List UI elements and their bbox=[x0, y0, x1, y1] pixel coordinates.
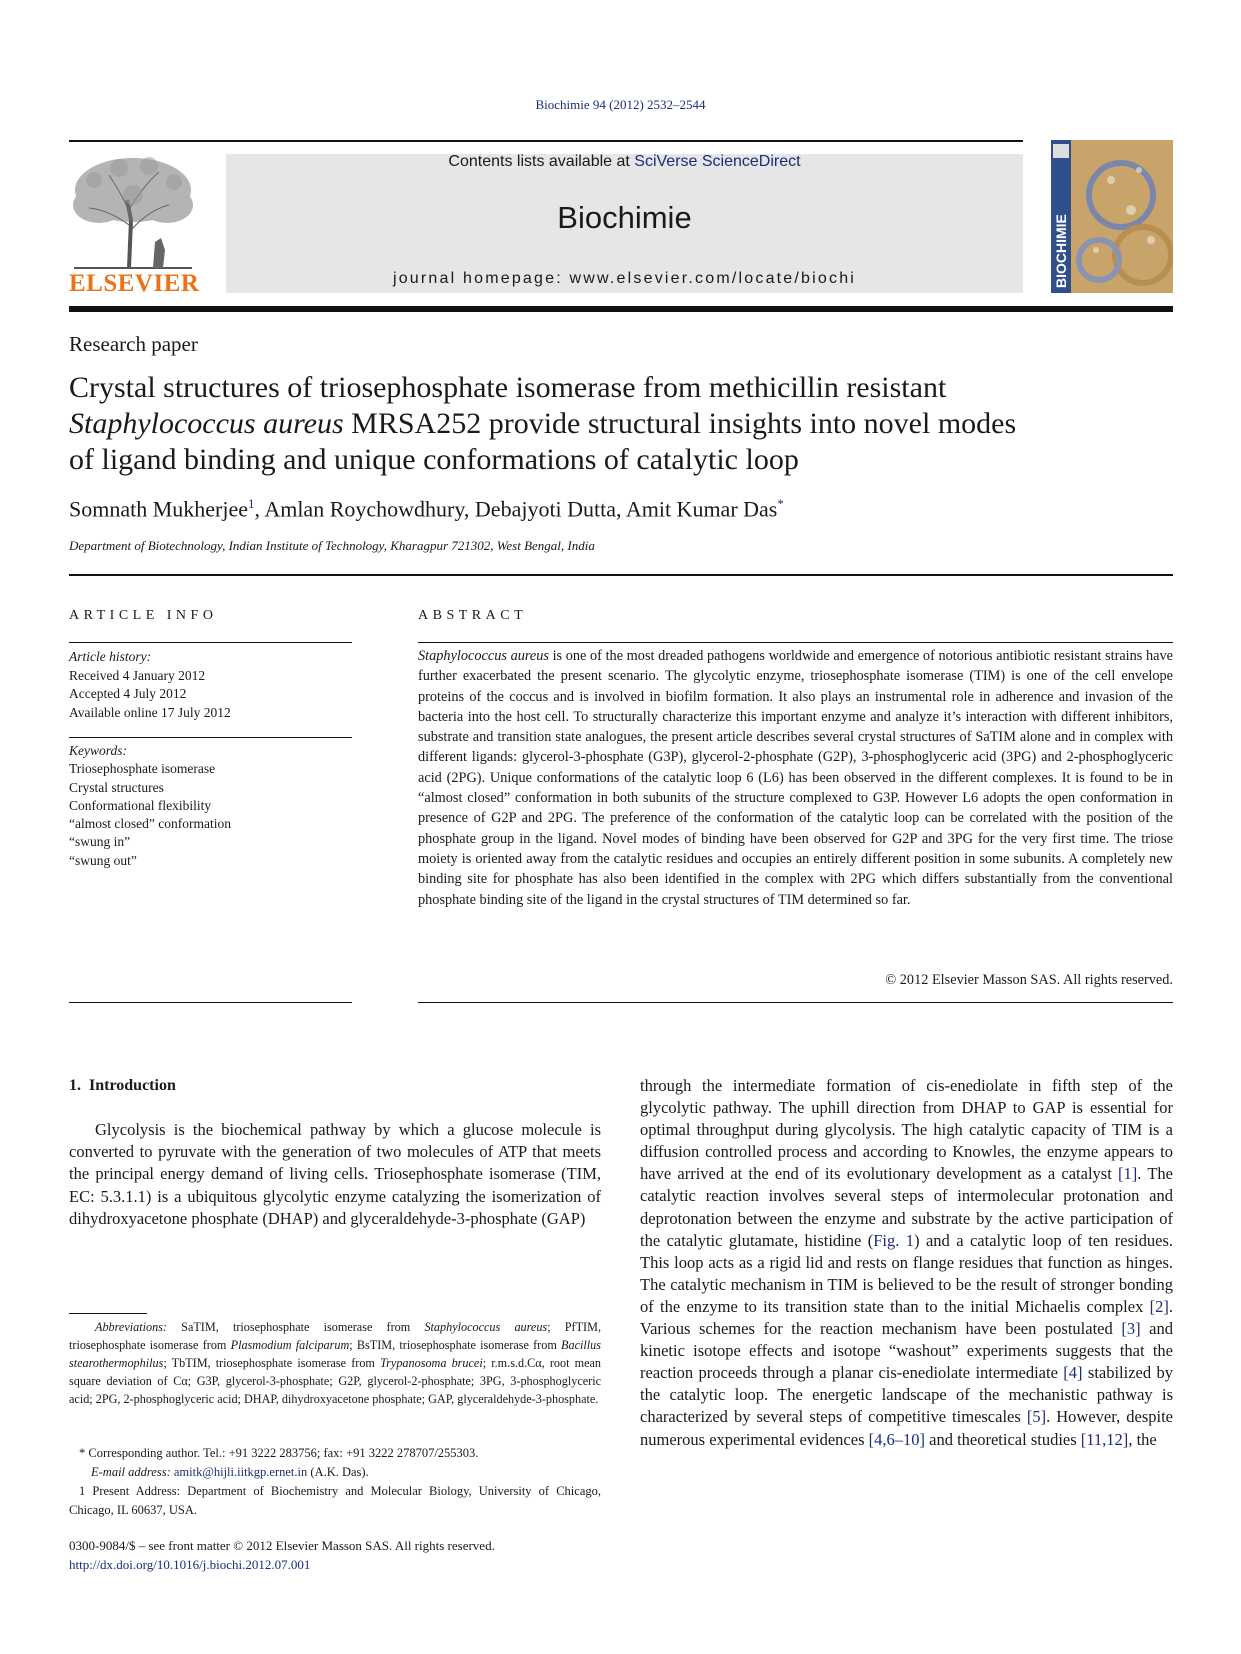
keyword: Conformational flexibility bbox=[69, 797, 212, 813]
front-matter-text: 0300-9084/$ – see front matter © 2012 Elsevier Masson SAS. All rights reserved. bbox=[69, 1538, 495, 1553]
tree-icon bbox=[69, 150, 197, 270]
abstract-heading: ABSTRACT bbox=[418, 608, 528, 623]
citation-link[interactable]: [1] bbox=[1118, 1164, 1138, 1184]
journal-cover-thumbnail bbox=[1051, 140, 1173, 293]
author-list bbox=[69, 496, 784, 522]
divider bbox=[69, 642, 352, 643]
contents-prefix: Contents lists available at bbox=[448, 153, 635, 170]
corresponding-author-marker[interactable]: * bbox=[777, 496, 784, 511]
author-names-rest: , Amlan Roychowdhury, Debajyoti Dutta, Amit Kumar Das bbox=[254, 496, 778, 522]
article-info-heading: ARTICLE INFO bbox=[69, 608, 218, 623]
citation-link[interactable]: [4,6–10] bbox=[868, 1429, 925, 1449]
header-top-rule bbox=[69, 140, 1023, 142]
citation-link[interactable]: [3] bbox=[1121, 1319, 1141, 1339]
divider bbox=[69, 1002, 352, 1003]
title-line-1: Crystal structures of triosephosphate isomerase from methicillin resistant bbox=[69, 371, 947, 404]
keywords-label: Keywords: bbox=[69, 743, 127, 758]
citation-link[interactable]: [11,12] bbox=[1080, 1429, 1129, 1449]
title-line-2: Staphylococcus aureus MRSA252 provide structural insights into novel modes bbox=[69, 407, 1017, 440]
sciencedirect-link[interactable]: SciVerse ScienceDirect bbox=[634, 153, 801, 170]
article-history bbox=[69, 648, 352, 722]
history-label: Article history: bbox=[69, 649, 152, 664]
keywords bbox=[69, 742, 352, 870]
cover-title: BIOCHIMIE bbox=[1053, 214, 1069, 288]
citation-link[interactable]: [2] bbox=[1149, 1296, 1169, 1316]
intro-paragraph-left: Glycolysis is the biochemical pathway by which a glucose molecule is converted to pyruvate with the generation of two molecules of ATP that meets the principal energy demand of living cells. Triosephosphate isomerase (TIM, EC: 5.3.1.1) is a ubiquitous glycolytic enzyme catalyzing the isomerization of dihydroxyacetone phosphate (DHAP) and glyceraldehyde-3-phosphate (GAP) bbox=[69, 1120, 601, 1228]
elsevier-wordmark: ELSEVIER bbox=[69, 270, 200, 297]
corresponding-author-footnote: * Corresponding author. Tel.: +91 3222 283756; fax: +91 3222 278707/255303. E-mail address: amitk@hijli.iitkgp.ernet.in (A.K. Das). bbox=[79, 1446, 479, 1479]
keyword: “almost closed” conformation bbox=[69, 816, 231, 832]
footnote-marker[interactable]: 1 bbox=[248, 496, 255, 511]
accepted-date: Accepted 4 July 2012 bbox=[69, 686, 187, 701]
citation-link[interactable]: [5] bbox=[1026, 1407, 1047, 1427]
doi-link[interactable]: http://dx.doi.org/10.1016/j.biochi.2012.07.001 bbox=[69, 1556, 311, 1572]
figure-link[interactable]: Fig. 1 bbox=[873, 1230, 915, 1250]
article-type: Research paper bbox=[69, 332, 198, 356]
article-title bbox=[69, 370, 1173, 478]
intro-paragraph-right: through the intermediate formation of cis-enediolate in fifth step of the glycolytic pathway. The uphill direction from DHAP to GAP is essential for optimal throughput during glycolysis. The high catalytic capacity of TIM is a diffusion controlled process and according to Knowles, the enzyme appears to have arrived at the end of its evolutionary development as a catalyst [1]. The catalytic reaction involves several steps of intermolecular protonation and deprotonation between the enzyme and substrate by the active participation of the catalytic glutamate, histidine (Fig. 1) and a catalytic loop of ten residues. This loop acts as a rigid lid and rests on flange residues that function as hinges. The catalytic mechanism in TIM is believed to be the result of stronger bonding of the enzyme to its transition state than to the initial Michaelis complex [2]. Various schemes for the reaction mechanism have been postulated [3] and kinetic isotope effects and isotope “washout” experiments suggests that the reaction proceeds through a planar cis-enediolate intermediate [4] stabilized by the catalytic loop. The energetic landscape of the mechanistic pathway is characterized by several steps of competitive timescales [5]. However, despite numerous experimental evidences [4,6–10] and theoretical studies [11,12], the bbox=[640, 1076, 1173, 1449]
author-name: Somnath Mukherjee bbox=[69, 496, 249, 522]
abstract-copyright: © 2012 Elsevier Masson SAS. All rights reserved. bbox=[885, 972, 1173, 988]
online-date: Available online 17 July 2012 bbox=[69, 704, 231, 720]
journal-homepage[interactable]: journal homepage: www.elsevier.com/locate/biochi bbox=[392, 270, 857, 287]
title-line-3: of ligand binding and unique conformations of catalytic loop bbox=[69, 443, 799, 476]
section-heading-introduction: 1. Introduction bbox=[69, 1077, 176, 1094]
keyword: “swung out” bbox=[69, 852, 137, 868]
abbreviations-footnote: Abbreviations: SaTIM, triosephosphate isomerase from Staphylococcus aureus; PfTIM, triosephosphate isomerase from Plasmodium falciparum; BsTIM, triosephosphate isomerase from Bacillus stearothermophilus; TbTIM, triosephosphate isomerase from Trypanosoma brucei; r.m.s.d.Cα, root mean square deviation of Cα; G3P, glycerol-3-phosphate; G2P, glycerol-2-phosphate; 3PG, 3-phosphoglyceric acid; 2PG, 2-phosphoglyceric acid; DHAP, dihydroxyacetone phosphate; GAP, glyceraldehyde-3-phosphate. bbox=[69, 1320, 601, 1407]
present-address-footnote: 1 Present Address: Department of Biochemistry and Molecular Biology, University of Chicago, Chicago, IL 60637, USA. bbox=[69, 1484, 601, 1517]
footnote-rule bbox=[69, 1313, 147, 1314]
received-date: Received 4 January 2012 bbox=[69, 667, 206, 683]
journal-reference[interactable]: Biochimie 94 (2012) 2532–2544 bbox=[535, 97, 706, 112]
divider bbox=[69, 737, 352, 738]
abstract-body: Staphylococcus aureus is one of the most dreaded pathogens worldwide and emergence of notorious antibiotic resistant strains have further exacerbated the present scenario. The glycolytic enzyme, triosephosphate isomerase (TIM) is one of the cell envelope proteins of the coccus and is involved in biofilm formation. It also plays an instrumental role in adherence and invasion of the bacteria into the host cell. To structurally characterize this important enzyme and analyze it’s interaction with different inhibitors, substrate and transition state analogues, the present article describes several crystal structures of SaTIM alone and in complex with different ligands: glycerol-3-phosphate (G3P), glycerol-2-phosphate (G2P), 3-phosphoglyceric acid (3PG) and 2-phosphoglyceric acid (2PG). Unique conformations of the catalytic loop 6 (L6) has been observed in the different complexes. It is found to be in “almost closed” conformation in both subunits of the structure complexed to G3P. However L6 adopts the open conformation in presence of G2P and 2PG. The preference of the conformation of the catalytic loop can be correlated with the position of the phosphate group in the ligand. Novel modes of binding have been observed for G2P and 3PG for the very first time. The triose moiety is oriented away from the catalytic residues and occupies an entirely different position in some subunits. A completely new binding site for phosphate has also been identified in the complex with 2PG which differs substantially from the conventional phosphate binding site of the ligand in the crystal structures of TIM determined so far. bbox=[418, 648, 1173, 908]
divider bbox=[418, 642, 1173, 643]
keyword: “swung in” bbox=[69, 834, 131, 850]
divider bbox=[69, 574, 1173, 576]
email-link[interactable]: amitk@hijli.iitkgp.ernet.in bbox=[173, 1464, 308, 1479]
front-matter bbox=[69, 1537, 495, 1574]
affiliation: Department of Biotechnology, Indian Institute of Technology, Kharagpur 721302, West Bengal, India bbox=[69, 538, 595, 553]
contents-line bbox=[226, 153, 1023, 171]
keyword: Triosephosphate isomerase bbox=[69, 761, 216, 777]
divider bbox=[418, 1002, 1173, 1003]
keyword: Crystal structures bbox=[69, 779, 164, 795]
journal-name: Biochimie bbox=[557, 200, 692, 235]
header-bottom-rule bbox=[69, 306, 1173, 312]
citation-link[interactable]: [4] bbox=[1063, 1363, 1083, 1383]
